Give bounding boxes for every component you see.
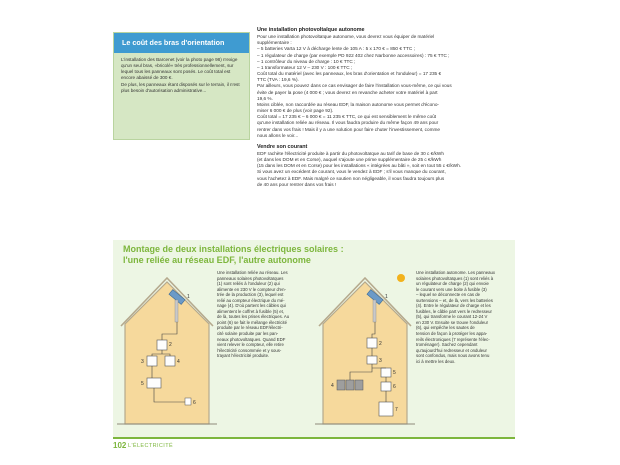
- text-line: sont confondus, mais nous avons tenu: [416, 353, 490, 359]
- text-line: de là, toutes les prises électriques. Au: [217, 314, 290, 320]
- article-heading: Une installation photovoltaïque autonome: [257, 27, 365, 33]
- fuse-box: [147, 378, 161, 388]
- text-line: Moins ciblée, non raccordée au réseau EDF, la maison autonome vous permet d'écono-: [257, 101, 439, 107]
- text-line: solaires photovoltaïques (1) sont reliés à: [416, 275, 494, 281]
- text-line: Si vous avez un excédent de courant, vous le vendez à EDF ; s'il vous manque du courant,: [257, 169, 446, 175]
- panel-title: [123, 244, 344, 266]
- text-line: trayant l'électricité produite.: [217, 353, 270, 359]
- diagram-label: 1: [385, 294, 388, 300]
- text-line: troménager). Sachez cependant: [416, 342, 478, 348]
- text-line: fusibles, le câble part vers le redresseur: [416, 308, 492, 314]
- text-line: Pour une installation photovoltaïque autonome, vous devrez vous équiper de matériel: [257, 34, 435, 40]
- text-line: trée de la production (3), lequel est: [217, 292, 284, 298]
- text-line: (4). Entre le régulateur de charge et les: [416, 303, 491, 309]
- running-footer: L'ÉLECTRICITÉ: [128, 442, 174, 449]
- text-line: évite de payer la pose (4 000 € ; vous devrez en revanche acheter votre matériel à part: [257, 89, 438, 95]
- text-line: le courant vers une boite à fusible (3): [416, 286, 487, 292]
- sidebar-box: [113, 32, 250, 140]
- appliance: [379, 402, 393, 416]
- sidebar-body: [121, 57, 244, 96]
- text-line: en 230 V. Ensuite se trouve l'onduleur: [416, 319, 489, 325]
- text-line: cité solaire produite par les pan-: [217, 331, 279, 337]
- text-line: nage (4). D'où partent les câbles qui: [217, 303, 286, 309]
- text-line: supplémentaire :: [257, 40, 292, 46]
- text-line: EDF rachète l'électricité produite à partir du photovoltaïque au tarif de base de 30 c €/kWh: [257, 150, 444, 156]
- text-line: Une installation autonome. Les panneaux: [416, 270, 496, 275]
- diagram-label: 4: [331, 383, 334, 389]
- text-line: de 40 ans pour rentrer dans vos frais !: [257, 181, 337, 187]
- text-line: un régulateur de charge (2) qui envoie: [416, 281, 489, 287]
- text-line: rentrer dans vos frais ! Mais il y a une solution pour faire chuter l'investissement, comme: [257, 126, 441, 132]
- text-line: vous l'achetez à EDF. Mais malgré ce soutien non négligeable, il vous faudra toujours plus: [257, 175, 445, 181]
- grid-connected-diagram: [117, 268, 217, 430]
- diagram-label: 2: [169, 342, 172, 348]
- text-line: qu'une installation reliée au réseau. Il vous faudra produire du même façon 49 ans pour: [257, 120, 439, 126]
- text-line: point (6) se fait le mélange électricité: [217, 319, 287, 325]
- text-line: nous allons le voir...: [257, 132, 299, 138]
- sidebar-paragraph: L'installation des Barcenet (voir la photo page 98) n'exige qu'un seul bras, «bricolé» très professionnellement, sur lequel tous les panneaux sont posés. Le coût total est encore abaissé de 300 €.: [121, 57, 238, 81]
- text-line: relié au compteur électrique du mé-: [217, 297, 285, 303]
- diagram-label: 6: [393, 384, 396, 390]
- socket: [185, 398, 191, 405]
- article-heading: Vendre son courant: [257, 143, 308, 150]
- text-line: – 1 régulateur de charge (par exemple PD 922 402 chez Narbonne accessoires) : 75 € TTC ;: [257, 52, 450, 58]
- diagram-panel: [113, 240, 515, 437]
- article-column: [257, 27, 514, 188]
- diagram-label: 7: [395, 407, 398, 413]
- meter-box: [147, 356, 157, 366]
- text-line: vient relever le compteur, elle retire: [217, 342, 284, 348]
- text-line: l'électricité consommée et y sous-: [217, 347, 282, 353]
- text-line: Une installation reliée au réseau. Les: [217, 270, 288, 275]
- autonomous-diagram: [315, 268, 415, 430]
- grid-connected-description: [217, 270, 309, 359]
- diagram-label: 2: [379, 341, 382, 347]
- text-line: (1) sont reliés à l'onduleur (2) qui: [217, 281, 280, 287]
- battery: [355, 380, 363, 390]
- inverter-box: [381, 382, 391, 391]
- panel-title-line: l'une reliée au réseau EDF, l'autre autonome: [123, 255, 311, 265]
- text-line: – 5 batteries Varta 12 V à décharge lente de 105 A : 5 x 170 € = 850 € TTC ;: [257, 46, 415, 52]
- text-line: alimentent le coffret à fusible (5) et,: [217, 308, 285, 314]
- diagram-label: 1: [187, 294, 190, 300]
- rectifier: [381, 368, 391, 377]
- article-section-2: [257, 151, 514, 188]
- diagram-label: 4: [177, 359, 180, 365]
- text-line: Coût total = 17 235 € – 6 000 € = 11 235 € TTC, ce qui est sensiblement le même coût: [257, 114, 437, 120]
- text-line: – 1 contrôleur du niveau de charge : 10 € TTC ;: [257, 58, 356, 64]
- text-line: neaux photovoltaïques. Quand EDF: [217, 336, 286, 342]
- text-line: TTC (TVA : 19,6 %).: [257, 77, 299, 83]
- battery: [337, 380, 345, 390]
- text-line: Coût total du matériel (avec les panneaux, les bras d'orientation et l'onduleur) = 17 235 €: [257, 71, 442, 77]
- sidebar-paragraph: De plus, les panneaux étant disposés sur le terrain, il n'est plus besoin d'autorisation administrative...: [121, 82, 240, 94]
- house-outline: [323, 282, 407, 424]
- inverter-box: [157, 340, 167, 350]
- text-line: – 1 transformateur 12 V – 230 V : 100 € TTC ;: [257, 64, 353, 70]
- text-line: panneaux solaires photovoltaïques: [217, 275, 284, 281]
- text-line: surtensions – et, de là, vers les batteries: [416, 297, 493, 303]
- text-line: produite par le réseau EDF/électri-: [217, 325, 283, 331]
- footer-rule: [113, 437, 515, 439]
- sun-icon: [397, 274, 405, 282]
- panel-support: [373, 300, 376, 322]
- diagram-label: 6: [193, 400, 196, 406]
- panel-title-line: Montage de deux installations électriques solaires :: [123, 244, 344, 254]
- diagram-label: 5: [393, 370, 396, 376]
- charge-regulator: [367, 338, 377, 348]
- diagram-label: 5: [141, 381, 144, 387]
- page-number: 102: [113, 441, 127, 450]
- fuse-box: [367, 356, 377, 364]
- text-line: qu'aujourd'hui redresseur et onduleur: [416, 347, 487, 353]
- text-line: ici à mettre les deux.: [416, 358, 456, 364]
- text-line: (5), qui transforme le courant 12-24 V: [416, 314, 488, 320]
- diagram-label: 3: [379, 358, 382, 364]
- sidebar-title: Le coût des bras d'orientation: [114, 33, 249, 53]
- text-line: (et dans les DOM et en Corse), auquel s'ajoute une prime supplémentaire de 25 c €/kWh: [257, 157, 442, 163]
- text-line: alimente en 230 V le compteur d'en-: [217, 286, 286, 292]
- text-line: – lequel se déconnecte en cas de: [416, 292, 481, 298]
- text-line: reils électroniques (7 représente l'élec-: [416, 336, 490, 342]
- autonomous-description: [416, 270, 512, 364]
- diagram-label: 3: [141, 359, 144, 365]
- text-line: 19,6 %.: [257, 95, 273, 101]
- text-line: tension de façon à protéger les appa-: [416, 331, 488, 337]
- text-line: (15 dans les DOM et en Corse) pour les installations « intégrées au bâti », soit en tout 55 c €/kWh.: [257, 163, 462, 169]
- meter-box: [165, 356, 175, 366]
- text-line: (6), qui empêche les sautes de: [416, 325, 475, 331]
- panel-support: [175, 300, 178, 322]
- text-line: Par ailleurs, vous pouvez dans ce cas envisager de faire l'installation vous-même, ce qui vous: [257, 83, 452, 89]
- battery: [346, 380, 354, 390]
- house-outline: [125, 282, 209, 424]
- article-section-1: [257, 34, 514, 139]
- text-line: miser 6 000 € de plus (voir page 92).: [257, 108, 334, 114]
